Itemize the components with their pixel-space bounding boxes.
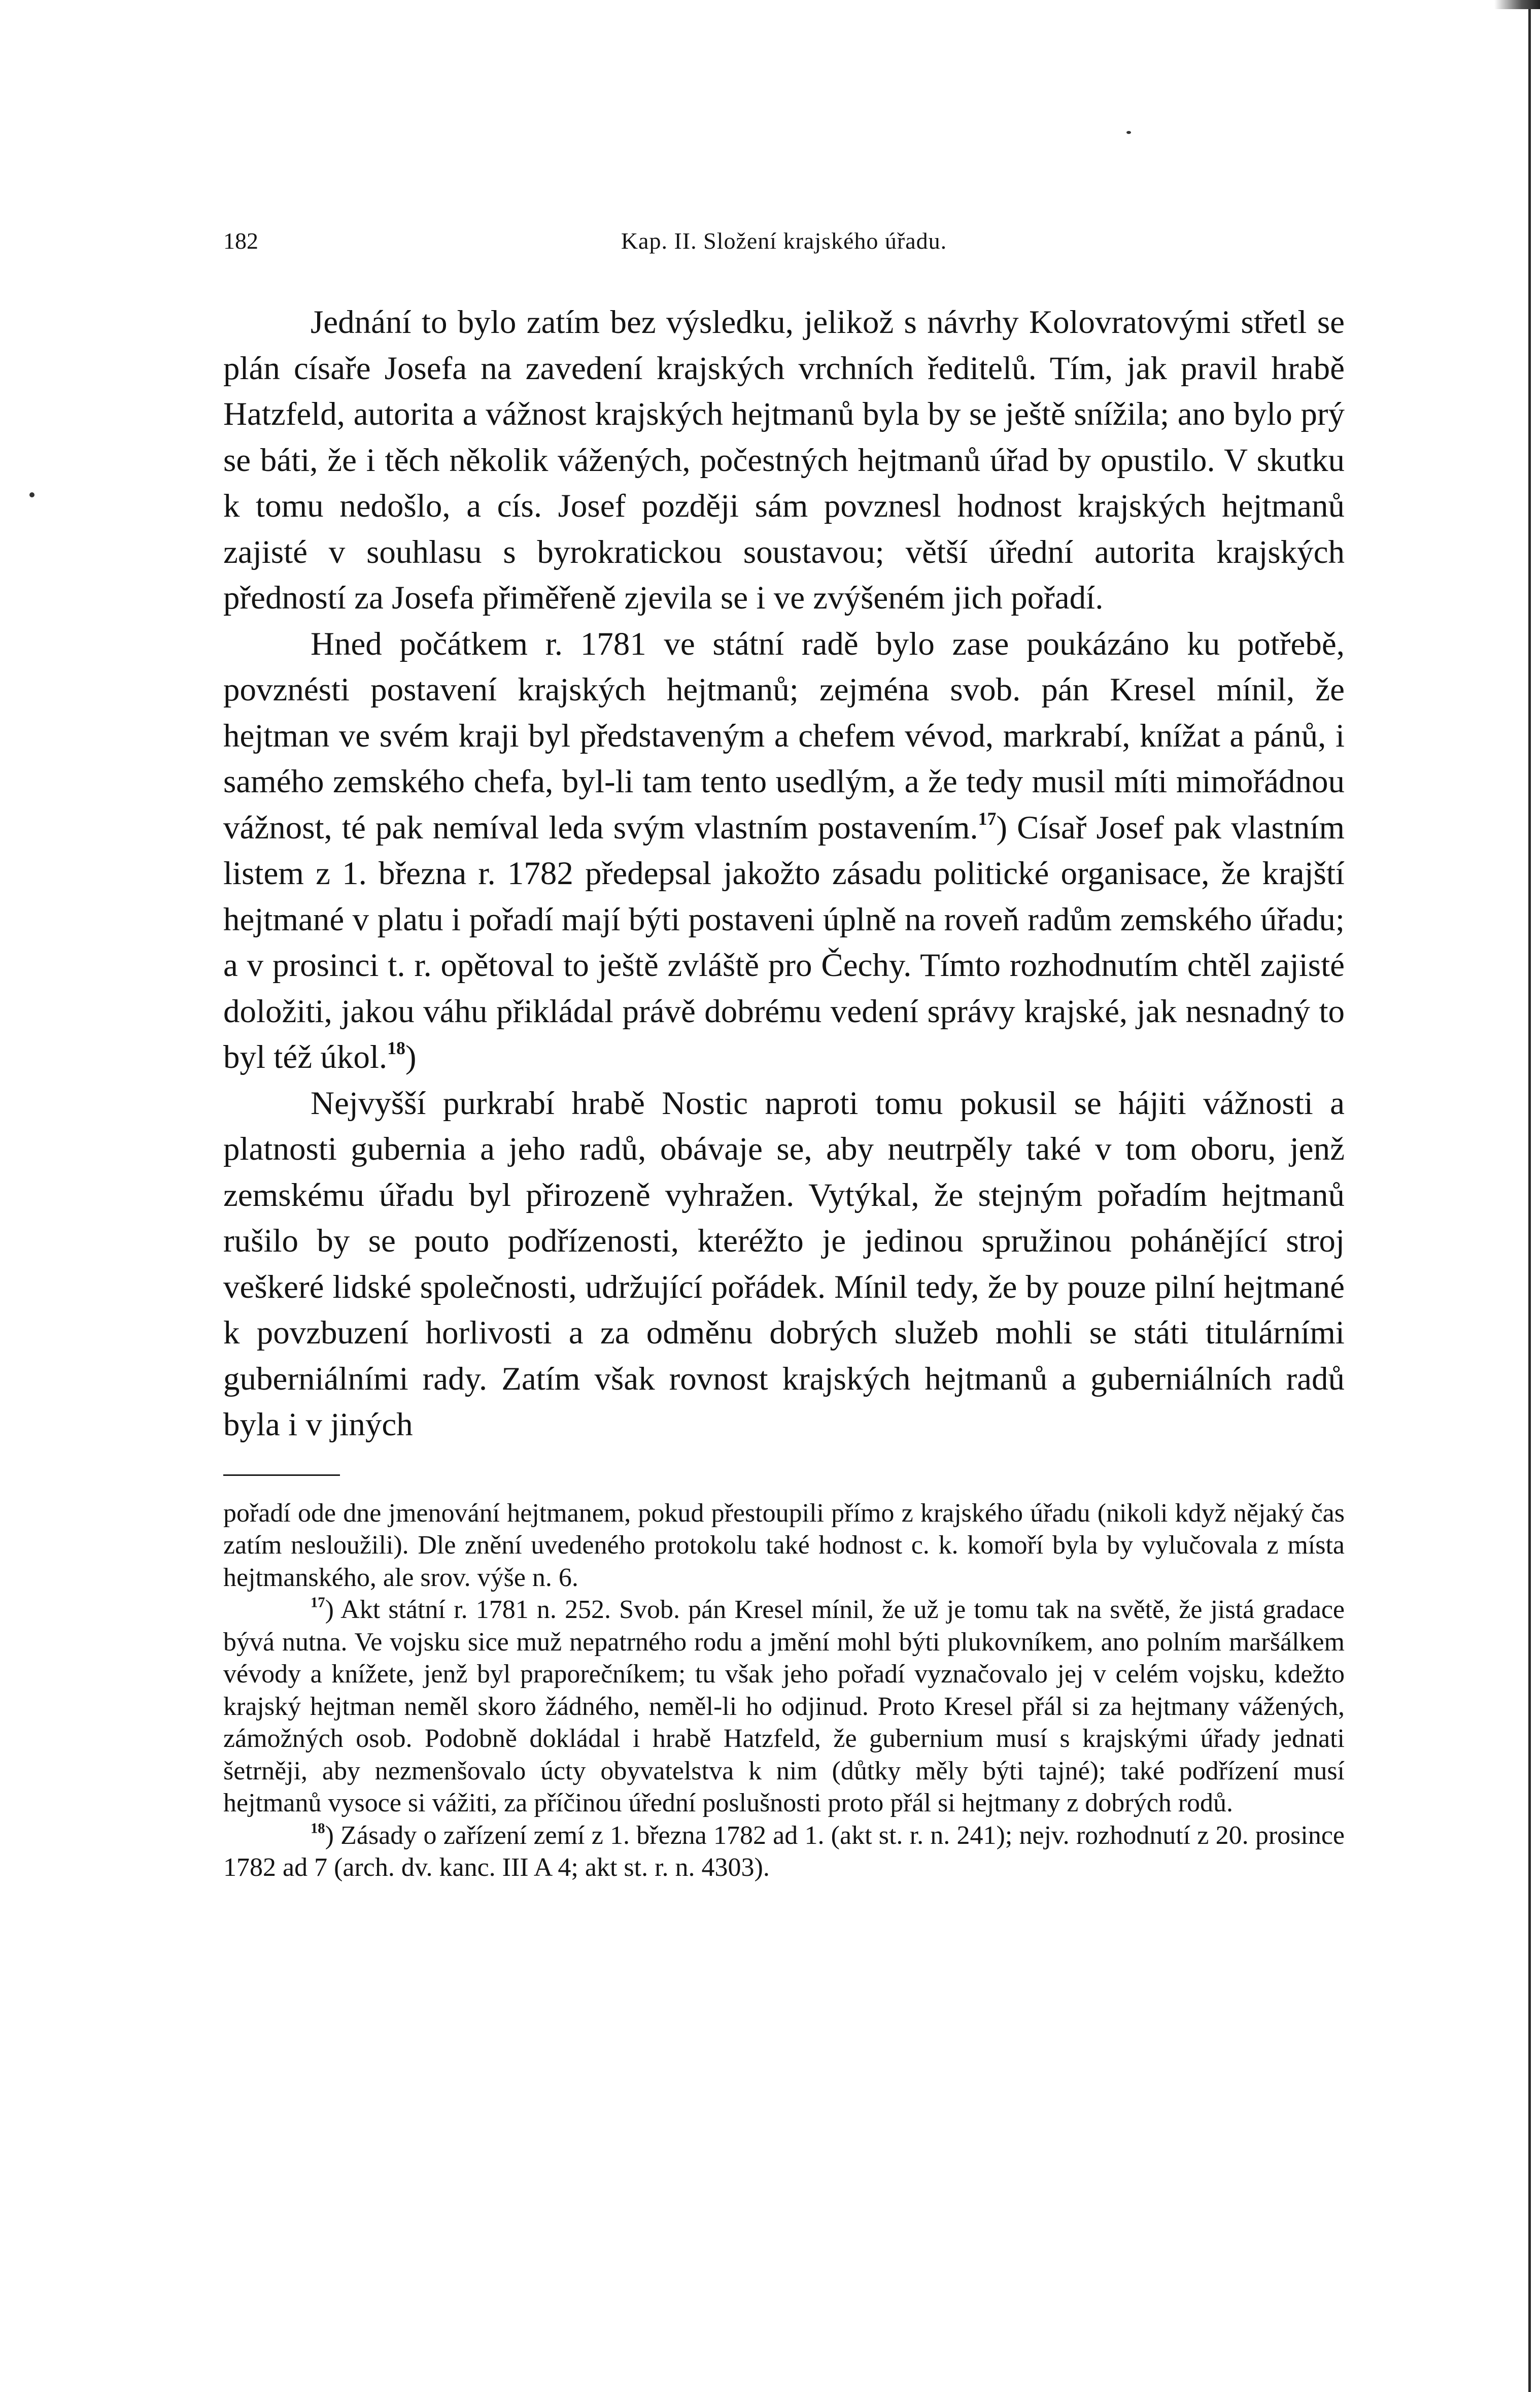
paragraph-2-part-a: Hned počátkem r. 1781 ve státní radě bylo zase poukázáno ku potřebě, povznésti postavení krajských hejtmanů; zejména svob. pán Kresel mínil, že hejtman ve svém kraji byl představeným a chefem vévod, markrabí, knížat a pánů, i samého zemského chefa, byl-li tam tento usedlým, a že tedy musil míti mimořádnou vážnost, té pak nemíval leda svým vlastním postavením. xyxy=(223,625,1345,846)
footnote-18-number: 18 xyxy=(311,1821,325,1837)
book-page xyxy=(223,223,1345,1884)
footnote-ref-18: 18 xyxy=(387,1038,405,1059)
footnote-17-text: ) Akt státní r. 1781 n. 252. Svob. pán Kresel mínil, že už je tomu tak na světě, že jistá gradace bývá nutna. Ve vojsku sice muž nepatrného rodu a jmění mohl býti plukovníkem, ano polním maršálkem vévody a knížete, jenž byl praporečníkem; tu však jeho pořadí vyznačovalo jej v celém vojsku, kdežto krajský hejtman neměl skoro žádného, neměl-li ho odjinud. Proto Kresel přál si za hejtmany vážených, zámožných osob. Podobně dokládal i hrabě Hatzfeld, že gubernium musí s krajskými úřady jednati šetrněji, aby nezmenšovalo úcty obyvatelstva k nim (důtky měly býti tajné); také podřízení musí hejtmanů vysoce si vážiti, za příčinou úřední poslušnosti proto přál si hejtmany z dobrých rodů. xyxy=(223,1595,1345,1817)
footnote-continuation: pořadí ode dne jmenování hejtmanem, pokud přestoupili přímo z krajského úřadu (nikoli když nějaký čas zatím nesloužili). Dle znění uvedeného protokolu také hodnost c. k. komoří byla by vylučovala z místa hejtmanského, ale srov. výše n. 6. xyxy=(223,1498,1345,1592)
footnote-rule xyxy=(223,1474,340,1476)
paragraph-2-part-b: ) Císař Josef pak vlastním listem z 1. března r. 1782 předepsal jakožto zásadu politické organisace, že krajští hejtmané v platu i pořadí mají býti postaveni úplně na roveň radům zemského úřadu; a v prosinci t. r. opětoval to ještě zvláště pro Čechy. Tímto rozhodnutím chtěl zajisté doložiti, jakou váhu přikládal právě dobrému vedení správy krajské, jak nesnadný to byl též úkol. xyxy=(223,809,1345,1075)
paragraph-1: Jednání to bylo zatím bez výsledku, jelikož s návrhy Kolovratovými střetl se plán císaře Josefa na zavedení krajských vrchních ředitelů. Tím, jak pravil hrabě Hatzfeld, autorita a vážnost krajských hejtmanů byla by se ještě snížila; ano bylo prý se báti, že i těch několik vážených, počestných hejtmanů úřad by opustilo. V skutku k tomu nedošlo, a cís. Josef později sám povznesl hodnost krajských hejtmanů zajisté v souhlasu s byrokratickou soustavou; větší úřední autorita krajských předností za Josefa přiměřeně zjevila se i ve zvýšeném jich pořadí. xyxy=(223,304,1345,616)
main-text xyxy=(223,299,1345,1448)
paragraph-3: Nejvyšší purkrabí hrabě Nostic naproti tomu pokusil se hájiti vážnosti a platnosti gubernia a jeho radů, obávaje se, aby neutrpěly také v tom oboru, jenž zemskému úřadu byl přirozeně vyhražen. Vytýkal, že stejným pořadím hejtmanů rušilo by se pouto podřízenosti, kteréžto je jedinou spružinou pohánějící stroj veškeré lidské společnosti, udržující pořádek. Mínil tedy, že by pouze pilní hejtmané k povzbuzení horlivosti a za odměnu dobrých služeb mohli se státi titulárními guberniálními rady. Zatím však rovnost krajských hejtmanů a guberniálních radů byla i v jiných xyxy=(223,1085,1345,1443)
running-title: Kap. II. Složení krajského úřadu. xyxy=(621,228,947,254)
paragraph-2 xyxy=(223,621,1345,1081)
footnote-17 xyxy=(223,1594,1345,1820)
footnotes xyxy=(223,1497,1345,1884)
scan-speck xyxy=(29,492,35,497)
footnote-ref-17: 17 xyxy=(978,808,997,829)
scan-speck xyxy=(1126,131,1131,134)
running-head xyxy=(223,223,1345,264)
footnote-18-text: ) Zásady o zařízení zemí z 1. března 1782 ad 1. (akt st. r. n. 241); nejv. rozhodnutí z 20. prosince 1782 ad 7 (arch. dv. kanc. III A 4; akt st. r. n. 4303). xyxy=(223,1821,1345,1882)
scan-corner-mark xyxy=(1494,0,1540,9)
footnote-17-number: 17 xyxy=(311,1595,325,1611)
paragraph-2-part-c: ) xyxy=(405,1039,417,1075)
footnote-18 xyxy=(223,1820,1345,1884)
scan-edge-line xyxy=(1528,0,1531,2392)
page-number: 182 xyxy=(223,228,258,254)
